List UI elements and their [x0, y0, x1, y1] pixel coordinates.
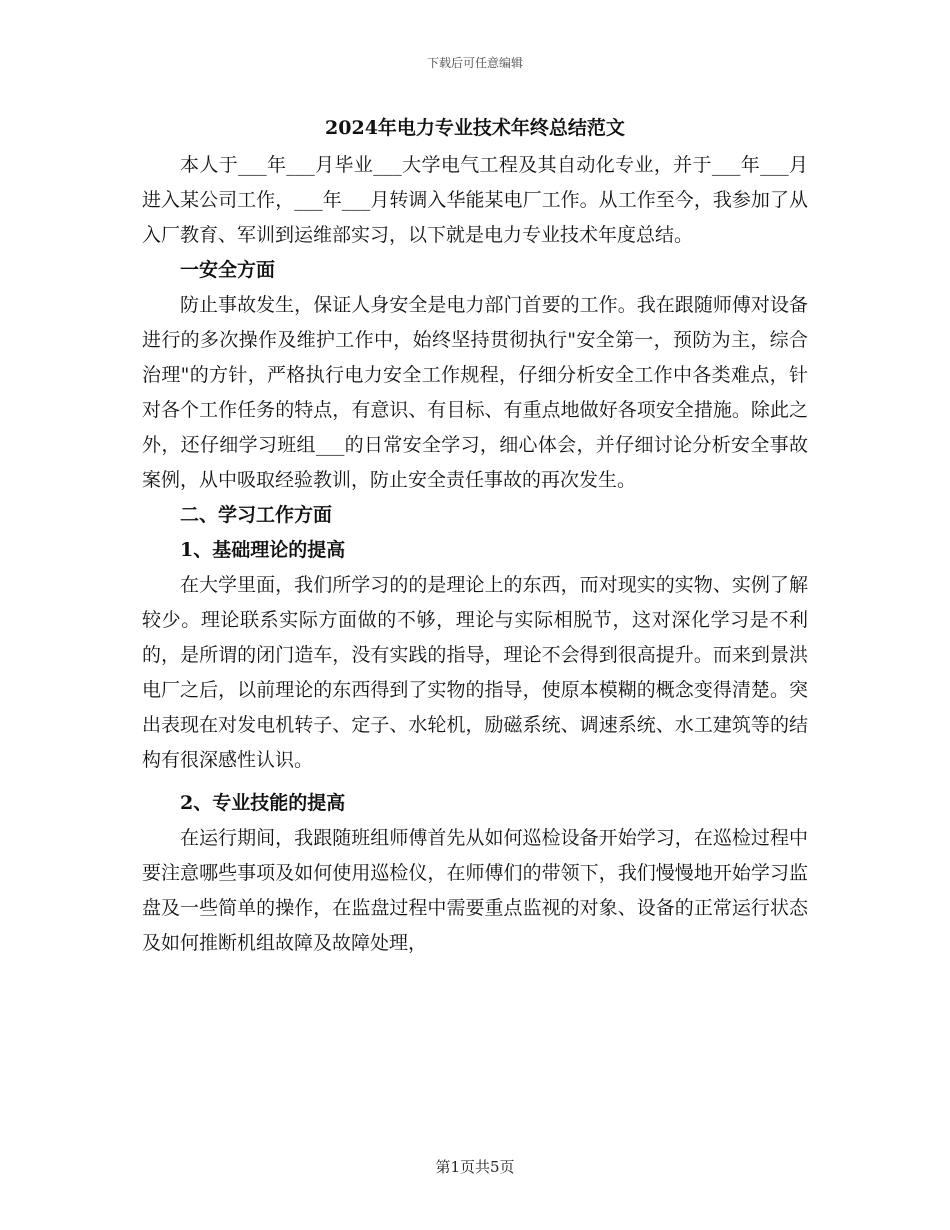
paragraph-spacer: [142, 778, 808, 786]
document-body: [142, 148, 808, 961]
heading-basic-theory: 1、基础理论的提高: [180, 539, 346, 561]
paragraph-safety: 防止事故发生，保证人身安全是电力部门首要的工作。我在跟随师傅对设备进行的多次操作及维护工作中，始终坚持贯彻执行"安全第一，预防为主，综合治理"的方针，严格执行电力安全工作规程，仔细分析安全工作中各类难点，针对各个工作任务的特点，有意识、有目标、有重点地做好各项安全措施。除此之外，还仔细学习班组___的日常安全学习，细心体会，并仔细讨论分析安全事故案例，从中吸取经验教训，防止安全责任事故的再次发生。: [142, 294, 808, 491]
paragraph-basic-theory: 在大学里面，我们所学习的的是理论上的东西，而对现实的实物、实例了解较少。理论联系实际方面做的不够，理论与实际相脱节，这对深化学习是不利的，是所谓的闭门造车，没有实践的指导，理论不会得到很高提升。而来到景洪电厂之后，以前理论的东西得到了实物的指导，使原本模糊的概念变得清楚。突出表现在对发电机转子、定子、水轮机，励磁系统、调速系统、水工建筑等的结构有很深感性认识。: [142, 574, 808, 771]
heading-professional-skills: 2、专业技能的提高: [180, 792, 346, 814]
paragraph-professional-skills: 在运行期间，我跟随班组师傅首先从如何巡检设备开始学习，在巡检过程中要注意哪些事项及如何使用巡检仪，在师傅们的带领下，我们慢慢地开始学习监盘及一些简单的操作，在监盘过程中需要重点监视的对象、设备的正常运行状态及如何推断机组故障及故障处理，: [142, 827, 808, 954]
heading-study-work: 二、学习工作方面: [180, 504, 333, 526]
page-number-footer: 第1页共5页: [435, 1158, 515, 1176]
page-header-note: 下载后可任意编辑: [426, 56, 523, 70]
heading-safety: 一安全方面: [180, 259, 276, 281]
paragraph-intro: 本人于___年___月毕业___大学电气工程及其自动化专业，并于___年___月进入某公司工作，___年___月转调入华能某电厂工作。从工作至今，我参加了从入厂教育、军训到运维部实习，以下就是电力专业技术年度总结。: [142, 154, 808, 246]
document-title: 2024年电力专业技术年终总结范文: [325, 117, 625, 139]
